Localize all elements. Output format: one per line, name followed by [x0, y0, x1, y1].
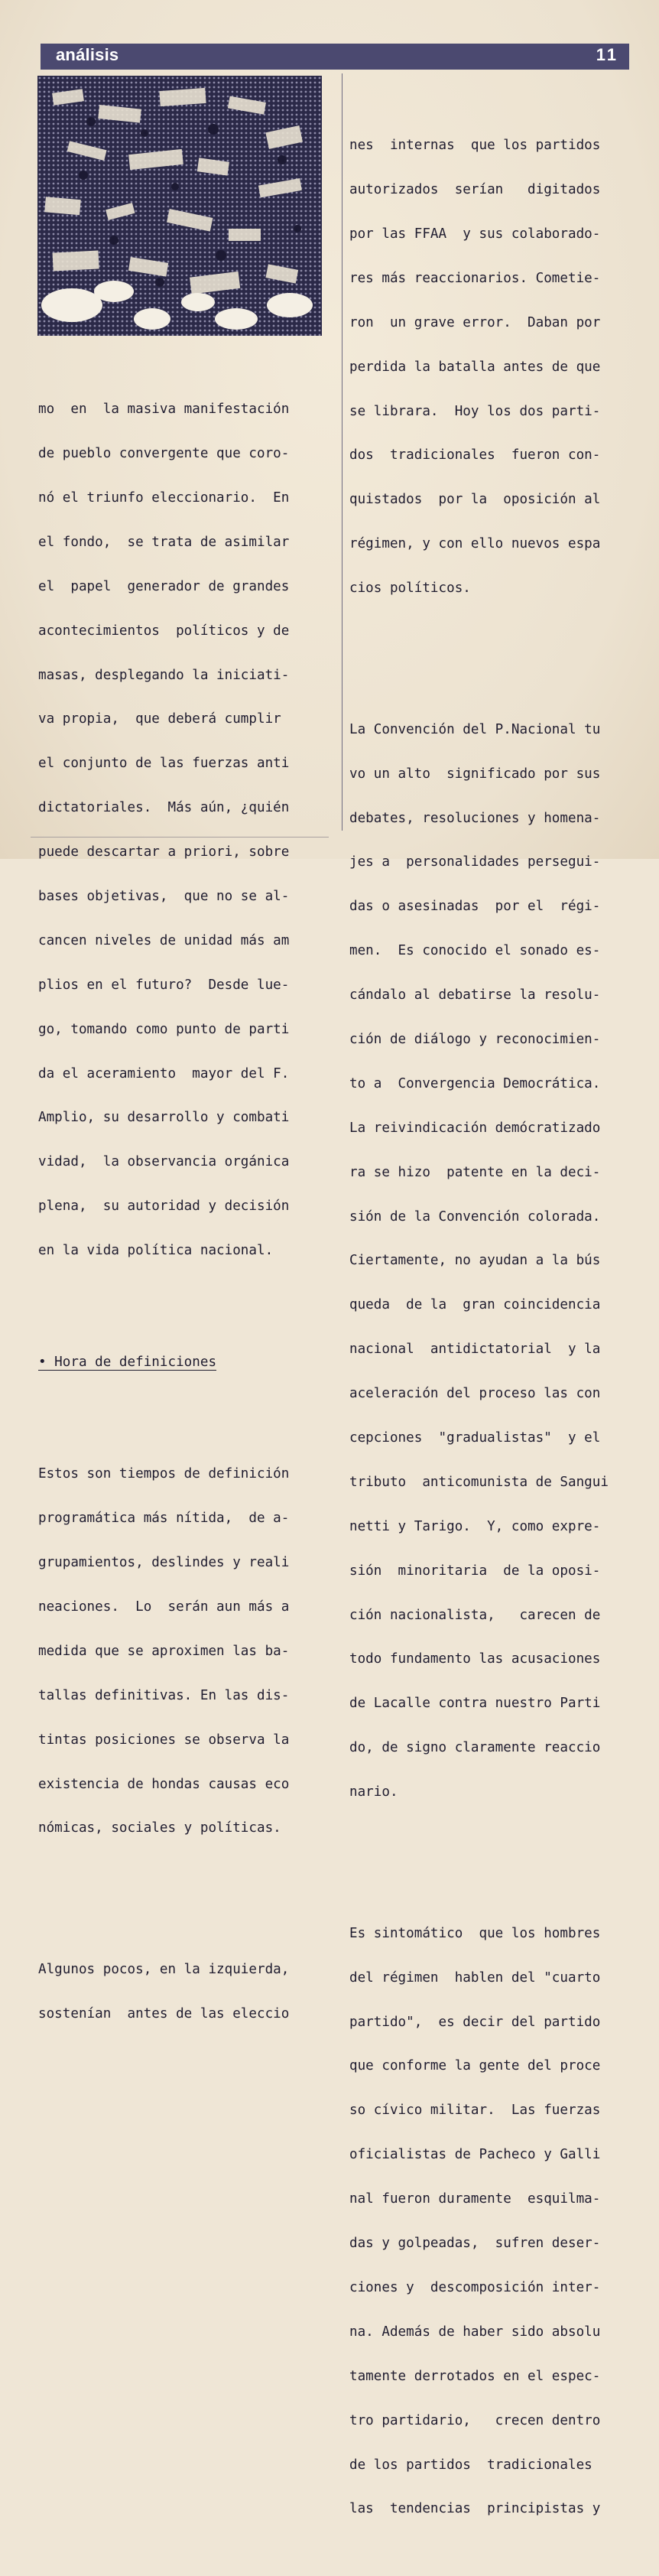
text-line: debates, resoluciones y homena-: [349, 810, 601, 826]
text-line: acontecimientos políticos y de: [38, 623, 290, 639]
right-paragraph-2: [349, 693, 632, 1830]
text-line: tro partidario, crecen dentro: [349, 2412, 601, 2428]
text-line: el papel generador de grandes: [38, 578, 290, 594]
section-heading: • Hora de definiciones: [38, 1355, 217, 1371]
text-line: medida que se aproximen las ba-: [38, 1643, 290, 1659]
left-paragraph-3: [38, 1933, 323, 2051]
text-line: queda de la gran coincidencia: [349, 1297, 601, 1313]
text-line: de Lacalle contra nuestro Parti: [349, 1696, 601, 1712]
text-line: que conforme la gente del proce: [349, 2058, 601, 2074]
text-line: partido", es decir del partido: [349, 2014, 601, 2030]
text-line: La reivindicación demócratizado: [349, 1120, 601, 1136]
text-line: na. Además de haber sido absolu: [349, 2324, 601, 2340]
right-paragraph-3: [349, 1897, 632, 2546]
text-line: ra se hizo patente en la deci-: [349, 1164, 601, 1180]
text-line: plios en el futuro? Desde lue-: [38, 977, 290, 993]
text-line: oficialistas de Pacheco y Galli: [349, 2147, 601, 2163]
text-line: La Convención del P.Nacional tu: [349, 721, 601, 737]
text-line: tamente derrotados en el espec-: [349, 2368, 601, 2384]
text-line: das o asesinadas por el régi-: [349, 899, 601, 915]
text-line: vidad, la observancia orgánica: [38, 1154, 290, 1170]
left-paragraph-1: [38, 373, 323, 1288]
text-line: se librara. Hoy los dos parti-: [349, 403, 601, 419]
text-line: de los partidos tradicionales: [349, 2457, 592, 2473]
text-line: programática más nítida, de a-: [38, 1511, 290, 1527]
text-line: por las FFAA y sus colaborado-: [349, 226, 601, 242]
text-line: ciones y descomposición inter-: [349, 2279, 601, 2295]
text-line: masas, desplegando la iniciati-: [38, 667, 290, 683]
text-line: tallas definitivas. En las dis-: [38, 1687, 290, 1703]
text-line: nal fueron duramente esquilma-: [349, 2191, 601, 2207]
text-line: dos tradicionales fueron con-: [349, 447, 601, 463]
text-line: del régimen hablen del "cuarto: [349, 1969, 601, 1986]
right-text-column: [349, 80, 632, 2576]
text-line: jes a personalidades persegui-: [349, 854, 601, 870]
text-line: dictatoriales. Más aún, ¿quién: [38, 800, 290, 816]
text-line: res más reaccionarios. Cometie-: [349, 270, 601, 286]
text-line: en la vida política nacional.: [38, 1243, 274, 1259]
text-line: cepciones "gradualistas" y el: [349, 1430, 601, 1446]
text-line: puede descartar a priori, sobre: [38, 844, 290, 860]
text-line: sión de la Convención colorada.: [349, 1208, 601, 1225]
text-line: plena, su autoridad y decisión: [38, 1199, 290, 1215]
text-line: cios políticos.: [349, 581, 471, 597]
text-line: Amplio, su desarrollo y combati: [38, 1110, 290, 1126]
text-line: da el aceramiento mayor del F.: [38, 1065, 290, 1081]
text-line: go, tomando como punto de parti: [38, 1021, 290, 1037]
text-line: bases objetivas, que no se al-: [38, 888, 290, 904]
text-line: ron un grave error. Daban por: [349, 314, 601, 330]
text-line: so cívico militar. Las fuerzas: [349, 2103, 601, 2119]
left-text-column: [38, 343, 323, 2080]
right-paragraph-1: [349, 109, 632, 626]
page-number: 11: [596, 45, 618, 64]
text-line: cándalo al debatirse la resolu-: [349, 987, 601, 1003]
text-line: va propia, que deberá cumplir: [38, 711, 281, 727]
text-line: do, de signo claramente reaccio: [349, 1740, 601, 1756]
text-line: das y golpeadas, sufren deser-: [349, 2236, 601, 2252]
text-line: nario.: [349, 1784, 398, 1800]
crowd-photo-image: [37, 76, 322, 336]
text-line: el conjunto de las fuerzas anti: [38, 756, 290, 772]
text-line: netti y Tarigo. Y, como expre-: [349, 1518, 601, 1534]
text-line: perdida la batalla antes de que: [349, 359, 601, 375]
text-line: nó el triunfo eleccionario. En: [38, 490, 290, 506]
text-line: nómicas, sociales y políticas.: [38, 1820, 281, 1836]
text-line: de pueblo convergente que coro-: [38, 446, 290, 462]
text-line: nes internas que los partidos: [349, 138, 601, 154]
text-line: Es sintomático que los hombres: [349, 1925, 601, 1941]
text-line: quistados por la oposición al: [349, 492, 601, 508]
text-line: men. Es conocido el sonado es-: [349, 943, 601, 959]
text-line: Algunos pocos, en la izquierda,: [38, 1962, 290, 1978]
text-line: nacional antidictatorial y la: [349, 1342, 601, 1358]
text-line: neaciones. Lo serán aun más a: [38, 1599, 290, 1615]
section-header-bar: [41, 44, 629, 70]
text-line: to a Convergencia Democrática.: [349, 1075, 601, 1091]
text-line: cancen niveles de unidad más am: [38, 932, 290, 948]
text-line: grupamientos, deslindes y reali: [38, 1555, 290, 1571]
text-line: tributo anticomunista de Sangui: [349, 1474, 609, 1490]
text-line: existencia de hondas causas eco: [38, 1776, 290, 1792]
text-line: Estos son tiempos de definición: [38, 1466, 290, 1482]
text-line: Ciertamente, no ayudan a la bús: [349, 1253, 601, 1269]
text-line: ción nacionalista, carecen de: [349, 1607, 601, 1623]
bottom-rule: [31, 837, 329, 838]
text-line: todo fundamento las acusaciones: [349, 1651, 601, 1667]
crowd-photo: [37, 76, 322, 336]
text-line: aceleración del proceso las con: [349, 1386, 601, 1402]
text-line: régimen, y con ello nuevos espa: [349, 536, 601, 552]
text-line: mo en la masiva manifestación: [38, 402, 290, 418]
text-line: tintas posiciones se observa la: [38, 1732, 290, 1748]
section-label: análisis: [56, 45, 119, 64]
text-line: ción de diálogo y reconocimien-: [349, 1032, 601, 1047]
left-paragraph-2: [38, 1438, 323, 1866]
text-line: sostenían antes de las eleccio: [38, 2005, 290, 2021]
text-line: vo un alto significado por sus: [349, 766, 601, 782]
text-line: sión minoritaria de la oposi-: [349, 1563, 601, 1579]
text-line: las tendencias principistas y: [349, 2501, 601, 2517]
text-line: el fondo, se trata de asimilar: [38, 534, 290, 550]
text-line: autorizados serían digitados: [349, 182, 601, 198]
